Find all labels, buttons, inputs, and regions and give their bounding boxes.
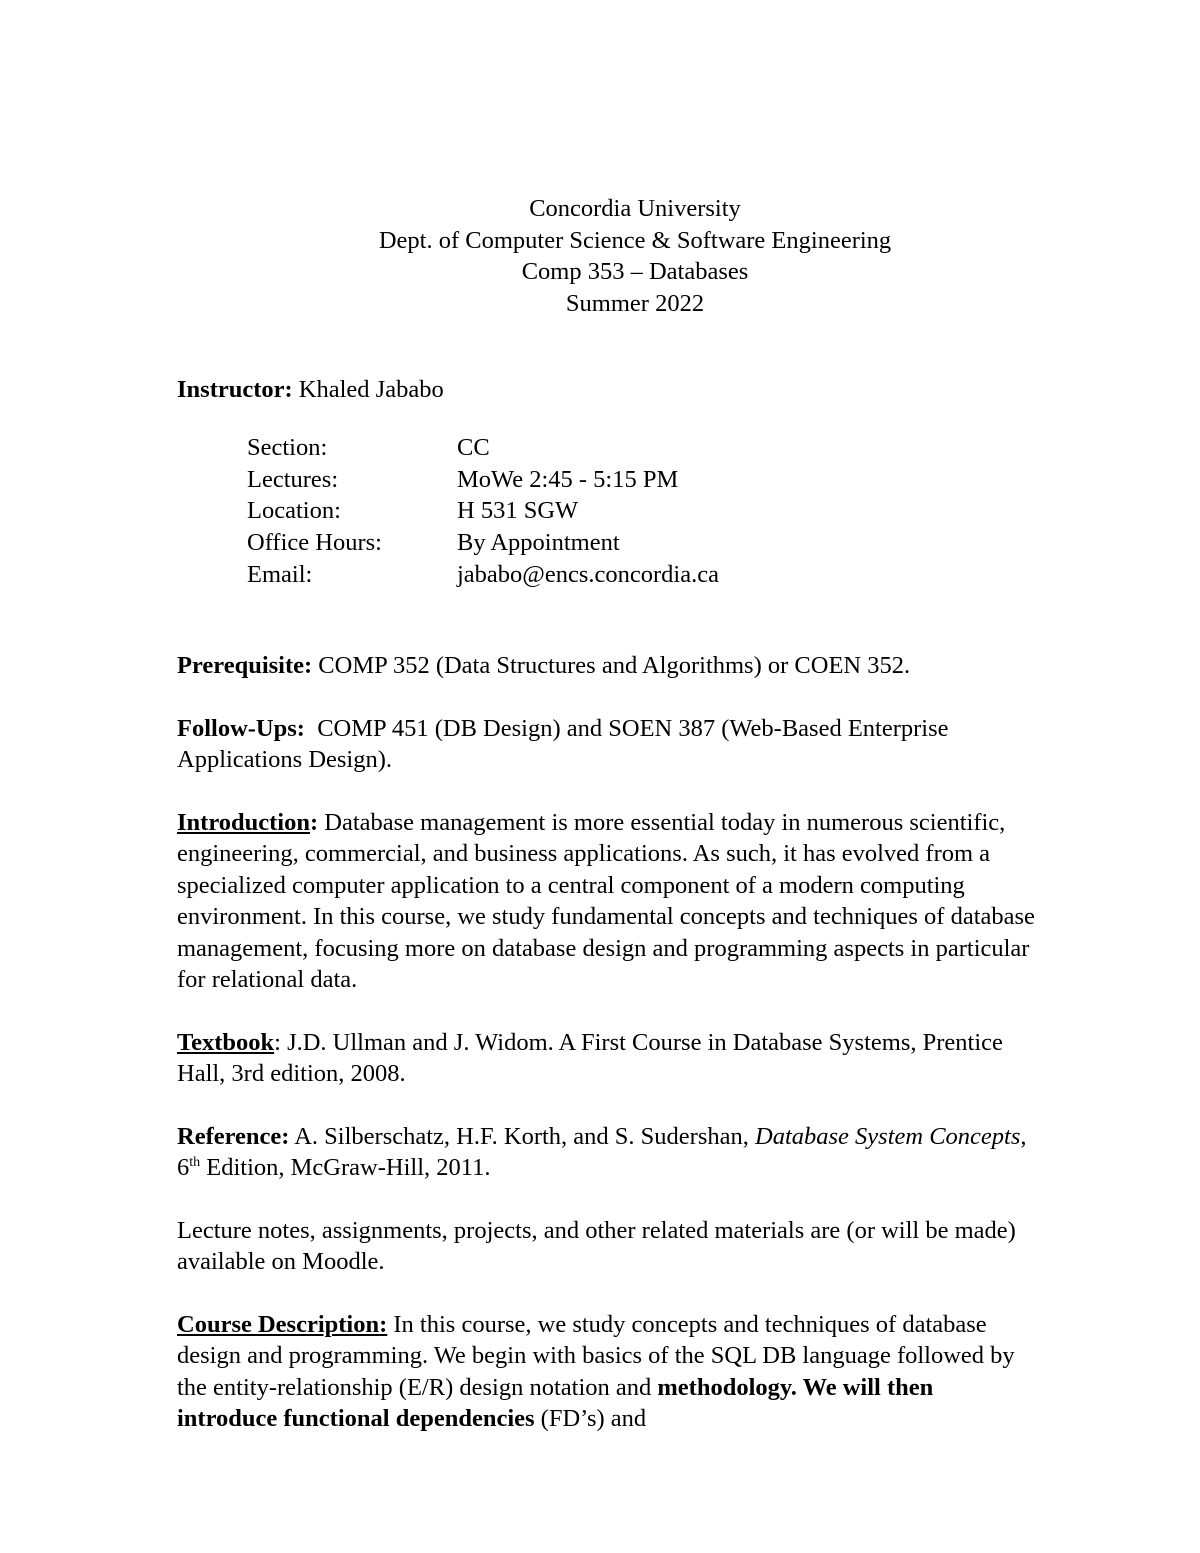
reference-text: Edition, McGraw-Hill, 2011. <box>200 1154 491 1181</box>
info-value: By Appointment <box>457 529 620 557</box>
course-description-label: Course Description: <box>177 1310 388 1338</box>
followups-text: COMP 451 (DB Design) and SOEN 387 (Web-Based Enterprise Applications Design). <box>177 714 954 773</box>
textbook-label: Textbook <box>177 1028 275 1056</box>
info-value: CC <box>457 434 490 461</box>
introduction-text: Database management is more essential today in numerous scientific, engineering, commercial, and business applications. As such, it has evolved from a specialized computer application to a central component of a modern computing environment. In this course, we study fundamental concepts and techniques of database management, focusing more on database design and programming aspects in particular for relational data. <box>177 808 1035 993</box>
info-label: Lectures: <box>247 465 339 493</box>
info-label: Location: <box>247 497 341 525</box>
introduction-colon: : <box>309 808 319 836</box>
course-description-bold-text: methodology. We will then introduce functional dependencies <box>177 1373 934 1432</box>
syllabus-body <box>177 650 1037 1466</box>
course-description-paragraph <box>177 1309 1037 1435</box>
followups-paragraph <box>177 713 1037 776</box>
info-row-office-hours <box>247 527 719 559</box>
info-value: H 531 SGW <box>457 497 579 525</box>
reference-text: A. Silberschatz, H.F. Korth, and S. Sudershan, <box>289 1122 755 1150</box>
textbook-paragraph <box>177 1027 1037 1090</box>
info-row-lectures <box>247 464 719 496</box>
course-info-table <box>247 432 719 590</box>
course-title: Comp 353 – Databases <box>521 258 749 285</box>
reference-paragraph <box>177 1121 1037 1184</box>
reference-superscript: th <box>189 1154 201 1170</box>
prerequisite-label: Prerequisite: <box>177 652 313 679</box>
department-name: Dept. of Computer Science & Software Engineering <box>378 226 892 254</box>
introduction-label: Introduction <box>177 808 310 836</box>
reference-label: Reference: <box>177 1122 290 1150</box>
document-header <box>0 193 1200 319</box>
prerequisite-text: COMP 352 (Data Structures and Algorithms) or COEN 352. <box>312 652 911 679</box>
reference-text: , 6 <box>177 1122 1027 1181</box>
email-value: jababo@encs.concordia.ca <box>457 560 719 588</box>
info-row-section <box>247 432 719 464</box>
prerequisite-paragraph <box>177 650 1037 682</box>
info-row-location <box>247 495 719 527</box>
info-row-email <box>247 559 719 591</box>
textbook-text: : J.D. Ullman and J. Widom. A First Course in Database Systems, Prentice Hall, 3rd edition, 2008. <box>177 1028 1003 1087</box>
info-value: MoWe 2:45 - 5:15 PM <box>457 465 679 493</box>
introduction-paragraph <box>177 807 1037 996</box>
instructor-label: Instructor: <box>177 376 293 403</box>
info-label: Email: <box>247 560 313 588</box>
info-label: Office Hours: <box>247 529 382 557</box>
reference-book-title: Database System Concepts <box>755 1122 1021 1150</box>
info-label: Section: <box>247 434 328 461</box>
followups-label: Follow-Ups: <box>177 714 305 742</box>
course-description-text: In this course, we study concepts and techniques of database design and programming. We begin with basics of the SQL DB language followed by the entity-relationship (E/R) design notation and <box>177 1310 1015 1401</box>
instructor-line <box>177 374 444 406</box>
term: Summer 2022 <box>565 289 705 317</box>
university-name: Concordia University <box>529 195 741 222</box>
instructor-name: Khaled Jababo <box>292 376 444 403</box>
course-description-text: (FD’s) and <box>534 1405 647 1432</box>
materials-paragraph: Lecture notes, assignments, projects, and other related materials are (or will be made) available on Moodle. <box>177 1216 1016 1275</box>
